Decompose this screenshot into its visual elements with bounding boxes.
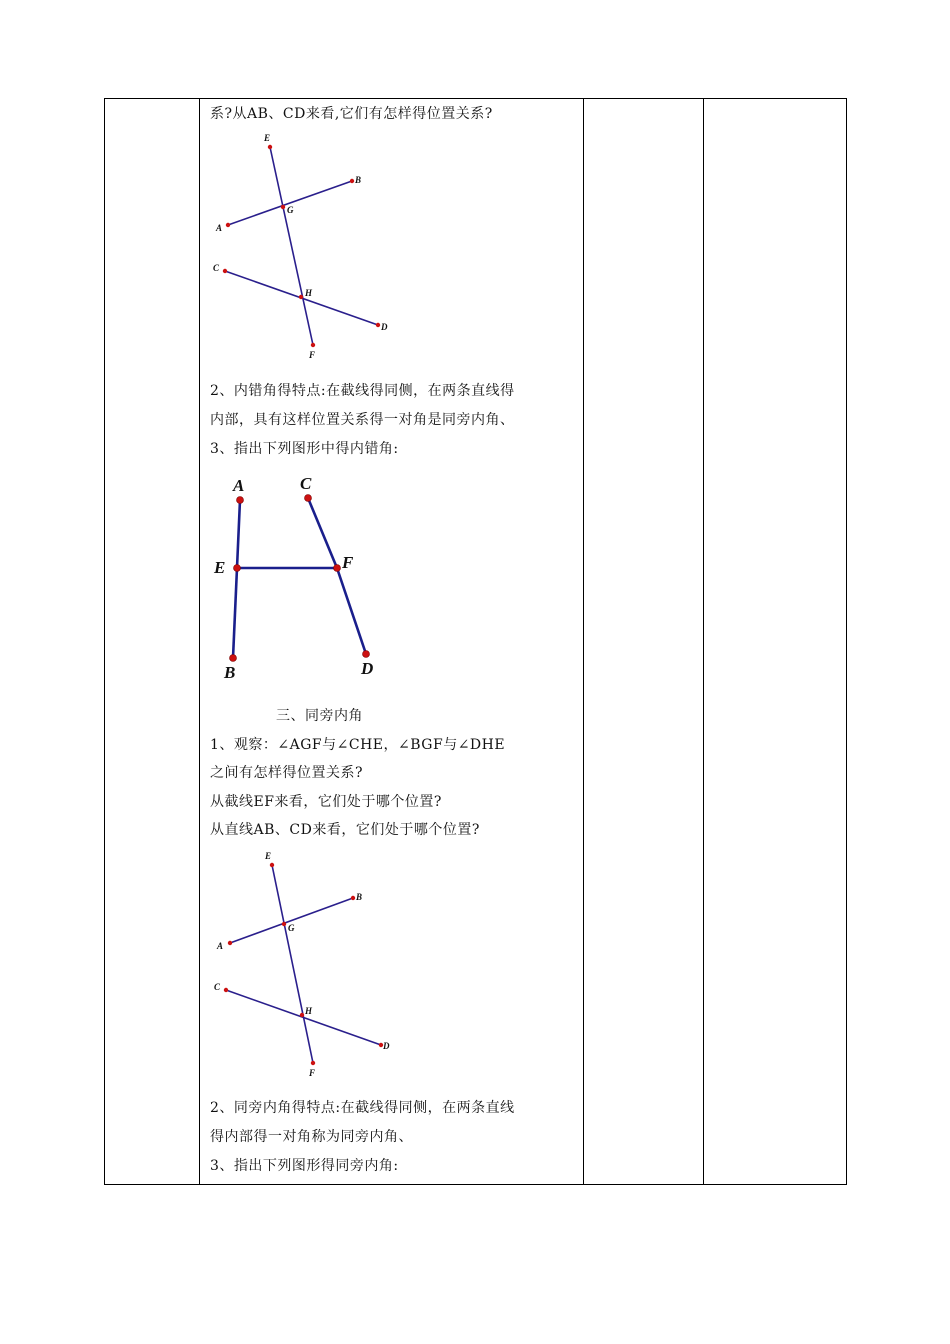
label-E: E [214,558,226,577]
label-B: B [224,663,236,682]
label-G: G [287,205,294,215]
text-line: 1、观察：∠AGF与∠CHE，∠BGF与∠DHE [210,737,506,753]
label-D: D [383,1041,390,1051]
point-D [363,651,370,658]
point-B [351,896,355,900]
text-line: 得内部得一对角称为同旁内角、 [210,1129,413,1145]
label-E: E [265,851,272,861]
text-line: 从截线EF来看，它们处于哪个位置? [210,794,442,810]
point-A [226,223,230,227]
label-B: B [356,892,363,902]
label-C: C [214,982,221,992]
label-H: H [305,288,313,298]
point-A [237,497,244,504]
text-line: 3、指出下列图形中得内错角: [210,441,399,457]
point-H [299,295,303,299]
label-C: C [213,263,220,273]
text-line: 3、指出下列图形得同旁内角: [210,1158,399,1174]
text-line: 之间有怎样得位置关系? [210,765,364,781]
point-C [224,988,228,992]
text-line: 2、内错角得特点:在截线得同侧，在两条直线得 [210,383,515,399]
point-E [270,863,274,867]
label-F: F [309,350,316,360]
label-A: A [217,941,224,951]
table-column-divider [703,98,704,1185]
point-D [376,323,380,327]
point-F [311,343,315,347]
label-G: G [288,923,295,933]
point-B [350,179,354,183]
figure-transversal-2 [210,847,400,1087]
label-F: F [342,553,354,572]
point-G [282,922,286,926]
text-line: 内部，具有这样位置关系得一对角是同旁内角、 [210,412,515,428]
point-E [234,565,241,572]
point-C [305,495,312,502]
point-G [281,205,285,209]
label-A: A [216,223,223,233]
section-heading: 三、同旁内角 [276,708,363,724]
text-line: 2、同旁内角得特点:在截线得同侧，在两条直线 [210,1100,515,1116]
point-E [268,145,272,149]
text-line: 系?从AB、CD来看,它们有怎样得位置关系? [210,106,493,122]
figure-transversal-1 [210,129,400,369]
label-C: C [300,474,312,493]
text-line: 从直线AB、CD来看，它们处于哪个位置? [210,822,480,838]
figure-h-shape [210,471,400,686]
label-F: F [309,1068,316,1078]
point-F [334,565,341,572]
label-D: D [381,322,388,332]
label-D: D [361,659,374,678]
point-B [230,655,237,662]
label-A: A [233,476,245,495]
point-H [300,1013,304,1017]
label-H: H [305,1006,313,1016]
point-C [223,269,227,273]
point-A [228,941,232,945]
content-cell [200,99,584,1183]
label-B: B [355,175,362,185]
label-E: E [264,133,271,143]
point-F [311,1061,315,1065]
